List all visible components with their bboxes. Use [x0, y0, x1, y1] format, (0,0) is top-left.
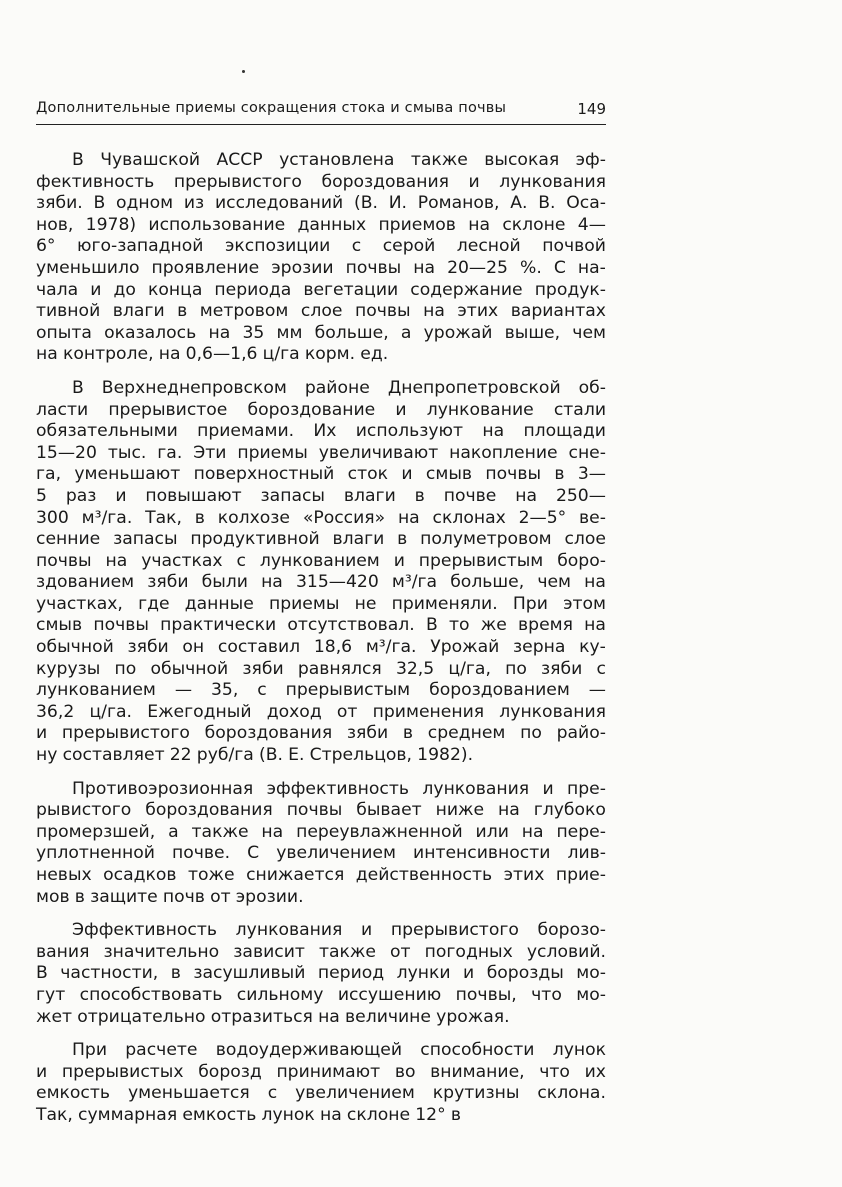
text-line: Противоэрозионная эффективность лункования и пре-: [72, 778, 606, 799]
paragraph-gap: [36, 1028, 606, 1040]
text-line: курузы по обычной зяби равнялся 32,5 ц/га, по зяби с: [36, 658, 606, 679]
paragraph: [36, 779, 606, 909]
text-line: 15—20 тыс. га. Эти приемы увеличивают накопление сне-: [36, 442, 606, 463]
text-line: опыта оказалось на 35 мм больше, а урожай выше, чем: [36, 322, 606, 343]
text-line: зяби. В одном из исследований (В. И. Романов, А. В. Оса-: [36, 193, 606, 214]
paragraph-gap: [36, 366, 606, 378]
text-line: га, уменьшают поверхностный сток и смыв почвы в 3—: [36, 464, 606, 485]
text-line: обязательными приемами. Их используют на площади: [36, 421, 606, 442]
running-header: [36, 100, 606, 125]
paragraph: [36, 378, 606, 767]
text-line: вания значительно зависит также от погодных условий.: [36, 941, 606, 962]
text-line: гут способствовать сильному иссушению почвы, что мо-: [36, 984, 606, 1005]
text-line: 5 раз и повышают запасы влаги в почве на 250—: [36, 485, 606, 506]
page-number: 149: [577, 100, 606, 118]
running-header-title: Дополнительные приемы сокращения стока и смыва почвы: [36, 100, 507, 116]
text-line: 6° юго-западной экспозиции с серой лесной почвой: [36, 236, 606, 257]
text-line: ласти прерывистое бороздование и лункование стали: [36, 399, 606, 420]
print-speck: [242, 70, 245, 73]
text-line: При расчете водоудерживающей способности лунок: [72, 1040, 606, 1061]
text-line: почвы на участках с лункованием и прерывистым боро-: [36, 550, 606, 571]
text-line: В частности, в засушливый период лунки и борозды мо-: [36, 963, 606, 984]
text-line: 36,2 ц/га. Ежегодный доход от применения лункования: [36, 701, 606, 722]
text-line: и прерывистых борозд принимают во внимание, что их: [36, 1061, 606, 1082]
text-line: чала и до конца периода вегетации содержание продук-: [36, 279, 606, 300]
text-line: Эффективность лункования и прерывистого борозо-: [72, 920, 606, 941]
text-line: В Верхнеднепровском районе Днепропетровской об-: [72, 377, 606, 398]
text-line: промерзшей, а также на переувлажненной или на пере-: [36, 821, 606, 842]
paragraph: [36, 150, 606, 366]
text-line: на контроле, на 0,6—1,6 ц/га корм. ед.: [36, 344, 389, 365]
text-line: обычной зяби он составил 18,6 м³/га. Урожай зерна ку-: [36, 637, 606, 658]
text-line: уменьшило проявление эрозии почвы на 20—25 %. С на-: [36, 257, 606, 278]
text-line: участках, где данные приемы не применяли. При этом: [36, 593, 606, 614]
text-line: рывистого бороздования почвы бывает ниже на глубоко: [36, 800, 606, 821]
text-line: нов, 1978) использование данных приемов на склоне 4—: [36, 214, 606, 235]
paragraph: [36, 1040, 606, 1126]
body-text: [36, 150, 606, 1127]
text-line: смыв почвы практически отсутствовал. В то же время на: [36, 615, 606, 636]
text-line: мов в защите почв от эрозии.: [36, 886, 304, 907]
text-line: невых осадков тоже снижается действенность этих прие-: [36, 865, 606, 885]
text-line: и прерывистого бороздования зяби в среднем по райо-: [36, 723, 606, 744]
text-line: уплотненной почве. С увеличением интенсивности лив-: [36, 843, 606, 864]
paragraph: [36, 920, 606, 1028]
text-line: 300 м³/га. Так, в колхозе «Россия» на склонах 2—5° ве-: [36, 507, 606, 528]
text-line: здованием зяби были на 315—420 м³/га больше, чем на: [36, 572, 606, 593]
text-line: лункованием — 35, с прерывистым бороздованием —: [36, 680, 606, 701]
text-line: фективность прерывистого бороздования и лункования: [36, 171, 606, 192]
text-line: емкость уменьшается с увеличением крутизны склона.: [36, 1083, 606, 1104]
text-line: Так, суммарная емкость лунок на склоне 12° в: [36, 1104, 461, 1125]
text-line: ну составляет 22 руб/га (В. Е. Стрельцов, 1982).: [36, 745, 474, 766]
text-line: тивной влаги в метровом слое почвы на этих вариантах: [36, 301, 606, 322]
paragraph-gap: [36, 908, 606, 920]
text-line: В Чувашской АССР установлена также высокая эф-: [72, 150, 606, 170]
text-line: жет отрицательно отразиться на величине урожая.: [36, 1006, 510, 1027]
text-line: сенние запасы продуктивной влаги в полуметровом слое: [36, 529, 606, 550]
paragraph-gap: [36, 767, 606, 779]
